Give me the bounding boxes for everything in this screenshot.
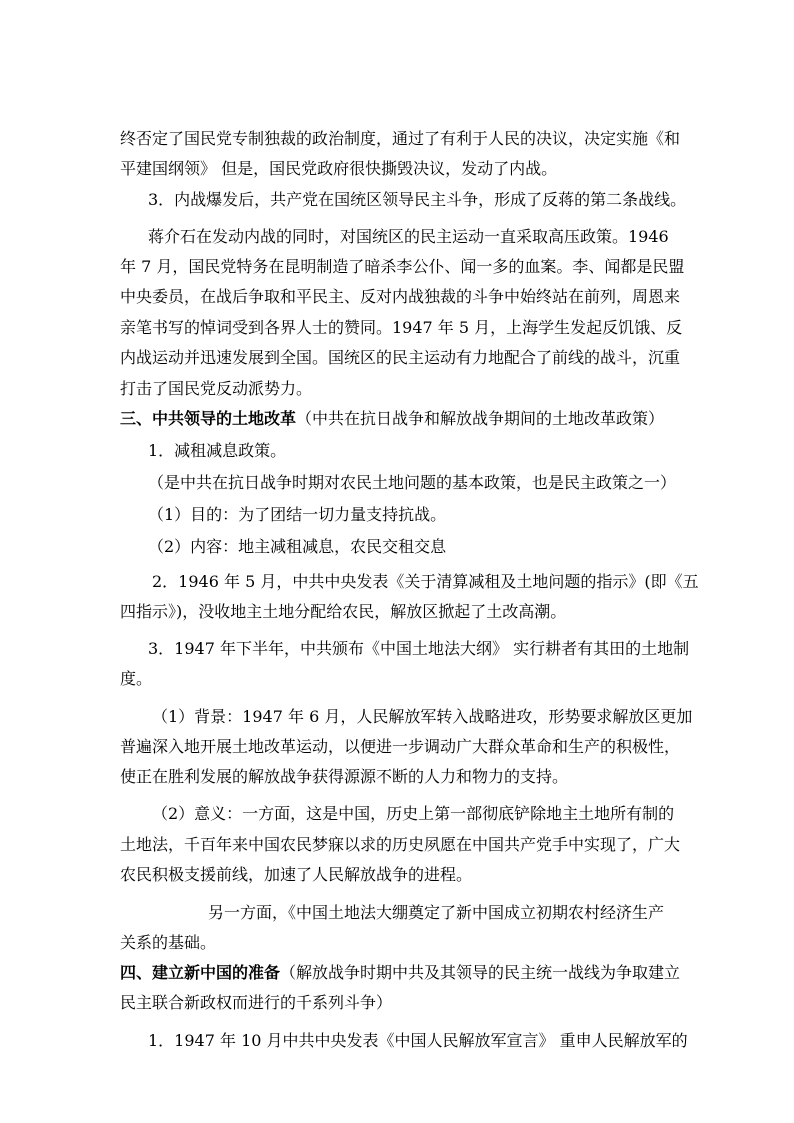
paragraph-line: （是中共在抗日战争时期对农民土地问题的基本政策，也是民主政策之一） (148, 473, 677, 492)
paragraph-line: 终否定了国民党专制独裁的政治制度，通过了有利于人民的决议，决定实施《和 (120, 129, 681, 148)
paragraph-line: （2）内容：地主减租减息，农民交租交息 (148, 537, 447, 556)
section-heading-note: （中共在抗日战争和解放战争期间的土地改革政策） (296, 409, 665, 428)
paragraph-line: （1）背景：1947 年 6 月，人民解放军转入战略进攻，形势要求解放区更加 (152, 707, 693, 726)
paragraph-line: （2）意义：一方面，这是中国，历史上第一部彻底铲除地主土地所有制的 (152, 804, 675, 823)
paragraph-line: 土地法，千百年来中国农民梦寐以求的历史夙愿在中国共产党手中实现了，广大 (120, 835, 681, 854)
paragraph-line: 1．1947 年 10 月中共中央发表《中国人民解放军宣言》 重申人民解放军的 (148, 1031, 688, 1050)
paragraph-line: 普遍深入地开展土地改革运动，以便进一步调动广大群众革命和生产的积极性， (120, 737, 681, 756)
paragraph-line: 民主联合新政权而进行的千系列斗争） (120, 993, 393, 1012)
paragraph-line: （1）目的：为了团结一切力量支持抗战。 (148, 505, 447, 524)
paragraph-line: 使正在胜利发展的解放战争获得源源不断的人力和物力的支持。 (120, 767, 569, 786)
paragraph-line: 度。 (120, 669, 153, 688)
paragraph-line: 四指示》)，没收地主土地分配给农民，解放区掀起了土改高潮。 (120, 602, 567, 621)
paragraph-line: 3．1947 年下半年，中共颁布《中国土地法大纲》 实行耕者有其田的土地制 (148, 639, 690, 658)
paragraph-line: 农民积极支援前线，加速了人民解放战争的进程。 (120, 865, 473, 884)
section-heading-4 (120, 962, 680, 984)
section-heading-title: 四、建立新中国的准备 (120, 963, 281, 982)
section-heading-note: （解放战争时期中共及其领导的民主统一战线为争取建立 (280, 963, 681, 982)
section-heading-title: 三、中共领导的土地改革 (120, 409, 297, 428)
paragraph-line: 中央委员，在战后争取和平民主、反对内战独裁的斗争中始终站在前列，周恩来 (120, 287, 681, 306)
paragraph-line: 内战运动并迅速发展到全国。国统区的民主运动有力地配合了前线的战斗，沉重 (120, 348, 681, 367)
paragraph-line: 平建国纲领》 但是，国民党政府很快撕毁决议，发动了内战。 (120, 159, 558, 178)
paragraph-line: 年 7 月，国民党特务在昆明制造了暗杀李公仆、闻一多的血案。李、闻都是民盟 (120, 257, 685, 276)
paragraph-line: 另一方面，《中国土地法大绷奠定了新中国成立初期农村经济生产 (208, 903, 665, 922)
section-heading-3 (120, 408, 664, 430)
paragraph-line: 1．减租减息政策。 (148, 441, 287, 460)
paragraph-line: 2．1946 年 5 月，中共中央发表《关于清算减租及土地问题的指示》(即《五 (152, 572, 699, 591)
paragraph-line: 蒋介石在发动内战的同时，对国统区的民主运动一直采取高压政策。1946 (148, 227, 669, 246)
paragraph-line: 关系的基础。 (120, 933, 217, 952)
paragraph-line: 打击了国民党反动派势力。 (120, 379, 313, 398)
paragraph-line: 亲笔书写的悼词受到各界人士的赞同。1947 年 5 月，上海学生发起反饥饿、反 (120, 318, 683, 337)
paragraph-line: 3．内战爆发后，共产党在国统区领导民主斗争，形成了反蒋的第二条战线。 (148, 190, 687, 209)
